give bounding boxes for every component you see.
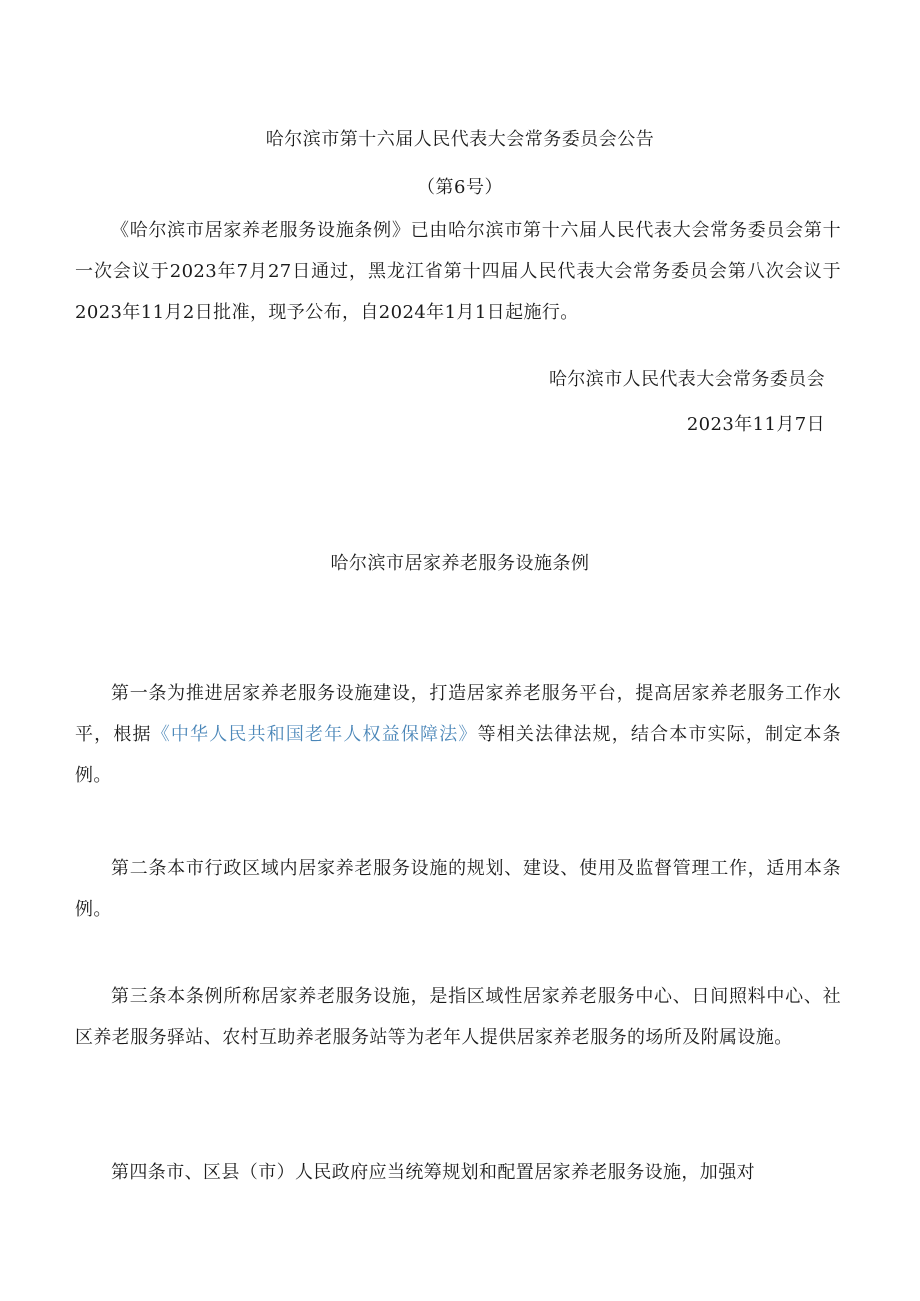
- notice-signer: 哈尔滨市人民代表大会常务委员会: [549, 369, 825, 390]
- article-1-text-before: 第一条为推进居家养老服务设施建设，打造居家养老服务平台，提高居家养老服务工作水平，根据: [75, 683, 841, 745]
- article-3: 第三条本条例所称居家养老服务设施，是指区域性居家养老服务中心、日间照料中心、社区养老服务驿站、农村互助养老服务站等为老年人提供居家养老服务的场所及附属设施。: [75, 986, 841, 1048]
- article-1-text-after: 等相关法律法规，结合本市实际，制定本条例。: [75, 724, 841, 786]
- notice-body: 《哈尔滨市居家养老服务设施条例》已由哈尔滨市第十六届人民代表大会常务委员会第十一次会议于2023年7月27日通过，黑龙江省第十四届人民代表大会常务委员会第八次会议于2023年11月2日批准，现予公布，自2024年1月1日起施行。: [75, 220, 841, 323]
- notice-title: 哈尔滨市第十六届人民代表大会常务委员会公告: [265, 129, 655, 150]
- notice-number: （第6号）: [417, 177, 503, 198]
- article-2: 第二条本市行政区域内居家养老服务设施的规划、建设、使用及监督管理工作，适用本条例。: [75, 858, 841, 920]
- notice-date: 2023年11月7日: [686, 414, 825, 435]
- article-4: 第四条市、区县（市）人民政府应当统筹规划和配置居家养老服务设施，加强对: [111, 1162, 755, 1183]
- article-1: [75, 673, 841, 796]
- regulation-title: 哈尔滨市居家养老服务设施条例: [330, 553, 590, 574]
- law-reference-link[interactable]: 《中华人民共和国老年人权益保障法》: [151, 724, 478, 745]
